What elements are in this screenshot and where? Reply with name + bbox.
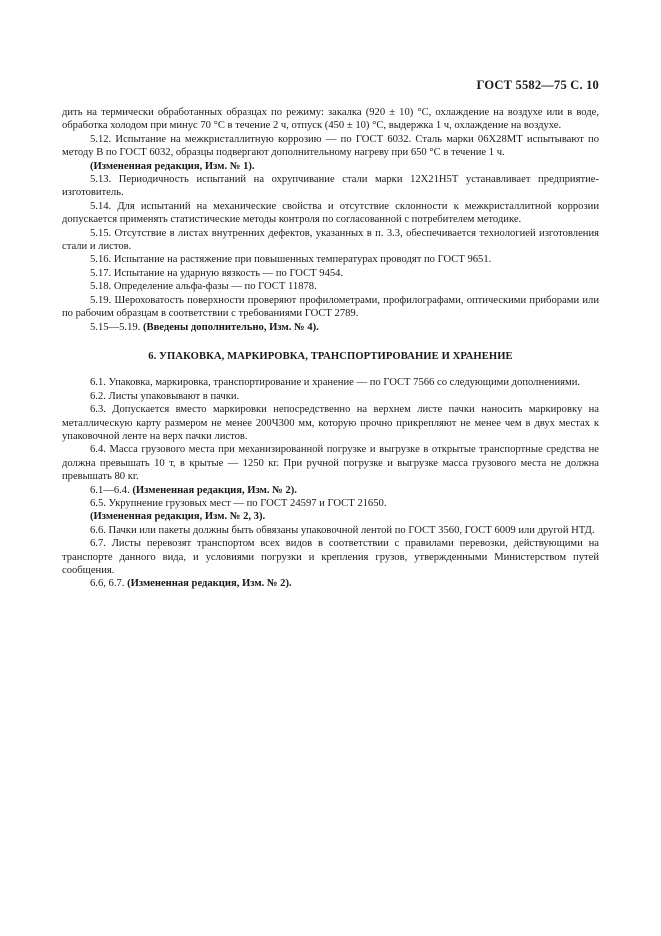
- paragraph-6-4: 6.4. Масса грузового места при механизированной погрузке и выгрузке в открытые транспортные средства не должна превышать 10 т, в крытые — 1250 кг. При ручной погрузке и выгрузке масса грузового места не должна превышать 80 кг.: [62, 444, 599, 483]
- amendment-note-5-15-5-19: [62, 321, 599, 334]
- amendment-prefix: 5.15—5.19.: [90, 321, 143, 333]
- amendment-prefix: 6.1—6.4.: [90, 484, 133, 496]
- paragraph-6-2: 6.2. Листы упаковывают в пачки.: [90, 390, 240, 402]
- paragraph-6-5: 6.5. Укрупнение грузовых мест — по ГОСТ 24597 и ГОСТ 21650.: [90, 497, 387, 509]
- page-header: ГОСТ 5582—75 С. 10: [476, 78, 599, 92]
- amendment-text: (Измененная редакция, Изм. № 2).: [132, 484, 297, 496]
- paragraph-5-12: 5.12. Испытание на межкристаллитную коррозию — по ГОСТ 6032. Сталь марки 06Х28МТ испытывают по методу В по ГОСТ 6032, образцы подвергают дополнительному нагреву при 650 °С в течение 1 ч.: [62, 133, 599, 159]
- amendment-text: (Измененная редакция, Изм. № 2).: [127, 578, 292, 590]
- paragraph-6-1: 6.1. Упаковка, маркировка, транспортирование и хранение — по ГОСТ 7566 со следующими дополнениями.: [90, 377, 581, 389]
- paragraph-5-18: 5.18. Определение альфа-фазы — по ГОСТ 11878.: [90, 281, 317, 293]
- amendment-text: (Введены дополнительно, Изм. № 4).: [142, 321, 319, 333]
- paragraph-6-7: 6.7. Листы перевозят транспортом всех видов в соответствии с правилами перевозки, действующими на транспорте данного вида, и условиями погрузки и крепления грузов, утвержденными Министерством путей сообщения.: [62, 538, 599, 576]
- paragraph-6-6: 6.6. Пачки или пакеты должны быть обвязаны упаковочной лентой по ГОСТ 3560, ГОСТ 6009 или другой НТД.: [90, 524, 595, 536]
- amendment-note: (Измененная редакция, Изм. № 2, 3).: [90, 511, 266, 523]
- paragraph-6-3: 6.3. Допускается вместо маркировки непосредственно на верхнем листе пачки наносить маркировку на металлическую карту размером не менее 200Ч300 мм, которую прочно прикрепляют не менее чем в двух местах к упаковочной ленте на верх пачки листов.: [62, 404, 599, 442]
- paragraph-5-13: 5.13. Периодичность испытаний на охрупчивание стали марки 12Х21Н5Т устанавливает предприятие-изготовитель.: [62, 174, 599, 199]
- paragraph-5-16: 5.16. Испытание на растяжение при повышенных температурах проводят по ГОСТ 9651.: [90, 254, 492, 266]
- paragraph-5-17: 5.17. Испытание на ударную вязкость — по ГОСТ 9454.: [90, 267, 344, 279]
- document-body: [62, 106, 599, 591]
- paragraph-5-14: 5.14. Для испытаний на механические свойства и отсутствие склонности к межкристаллитной коррозии допускается применять статистические методы контроля по согласованной с потребителем методике.: [62, 200, 599, 226]
- paragraph-5-15: 5.15. Отсутствие в листах внутренних дефектов, указанных в п. 3.3, обеспечивается технологией изготовления стали и листов.: [62, 227, 599, 253]
- amendment-note: (Измененная редакция, Изм. № 1).: [90, 160, 255, 172]
- amendment-note-6-6-6-7: [62, 577, 599, 590]
- section-title: 6. УПАКОВКА, МАРКИРОВКА, ТРАНСПОРТИРОВАНИЕ И ХРАНЕНИЕ: [148, 350, 513, 362]
- amendment-prefix: 6.6, 6.7.: [90, 578, 128, 590]
- paragraph-5-19: 5.19. Шероховатость поверхности проверяют профилометрами, профилографами, оптическими приборами или по рабочим образцам в соответствии с требованиями ГОСТ 2789.: [62, 294, 599, 320]
- amendment-note-6-1-6-4: [62, 484, 599, 497]
- paragraph-continuation: дить на термически обработанных образцах по режиму: закалка (920 ± 10) °С, охлаждение на воздухе или в воде, обработка холодом при минус 70 °С в течение 2 ч, отпуск (450 ± 10) °С, выдержка 1 ч, охлаждение на воздухе.: [62, 107, 599, 132]
